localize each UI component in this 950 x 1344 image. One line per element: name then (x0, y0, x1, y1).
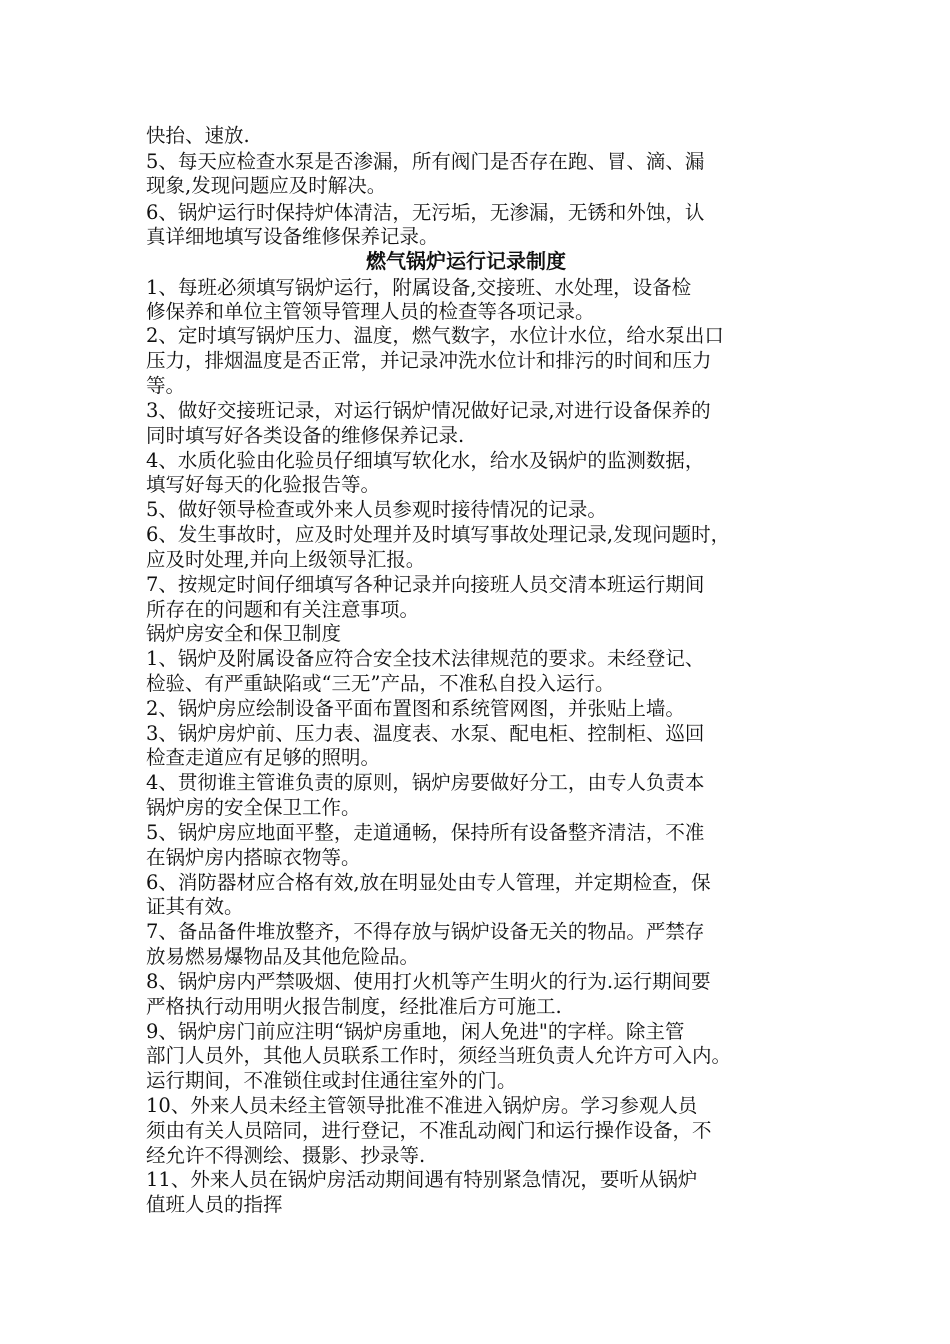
text-line: 8、锅炉房内严禁吸烟、使用打火机等产生明火的行为.运行期间要 (146, 970, 711, 993)
text-line: 5、做好领导检查或外来人员参观时接待情况的记录。 (146, 498, 607, 521)
section-title: 燃气锅炉运行记录制度 (366, 249, 566, 273)
text-line: 5、锅炉房应地面平整，走道通畅，保持所有设备整齐清洁，不准 (146, 821, 705, 844)
text-line: 放易燃易爆物品及其他危险品。 (146, 945, 420, 968)
text-line: 证其有效。 (146, 895, 244, 918)
text-line: 修保养和单位主管领导管理人员的检查等各项记录。 (146, 300, 595, 323)
text-line: 经允许不得测绘、摄影、抄录等. (146, 1144, 426, 1167)
text-line: 同时填写好各类设备的维修保养记录. (146, 424, 465, 447)
text-line: 5、每天应检查水泵是否渗漏，所有阀门是否存在跑、冒、滴、漏 (146, 150, 705, 173)
text-line: 快抬、速放. (146, 124, 250, 147)
text-line: 检验、有严重缺陷或“三无”产品，不准私自投入运行。 (146, 672, 615, 695)
text-line: 运行期间，不准锁住或封住通往室外的门。 (146, 1069, 517, 1092)
text-line: 10、外来人员未经主管领导批准不准进入锅炉房。学习参观人员 (146, 1094, 698, 1117)
text-line: 4、水质化验由化验员仔细填写软化水，给水及锅炉的监测数据， (146, 449, 705, 472)
section-heading: 锅炉房安全和保卫制度 (146, 622, 342, 645)
text-line: 6、消防器材应合格有效,放在明显处由专人管理，并定期检查，保 (146, 871, 711, 894)
text-line: 应及时处理,并向上级领导汇报。 (146, 548, 426, 571)
text-line: 1、每班必须填写锅炉运行，附属设备,交接班、水处理，设备检 (146, 276, 692, 299)
text-line: 现象,发现问题应及时解决。 (146, 174, 387, 197)
text-line: 3、锅炉房炉前、压力表、温度表、水泵、配电柜、控制柜、巡回 (146, 722, 705, 745)
text-line: 11、外来人员在锅炉房活动期间遇有特别紧急情况，要听从锅炉 (146, 1168, 698, 1191)
text-line: 7、按规定时间仔细填写各种记录并向接班人员交清本班运行期间 (146, 573, 705, 596)
text-line: 真详细地填写设备维修保养记录。 (146, 225, 439, 248)
text-line: 锅炉房的安全保卫工作。 (146, 796, 361, 819)
text-line: 所存在的问题和有关注意事项。 (146, 598, 420, 621)
text-line: 压力，排烟温度是否正常，并记录冲洗水位计和排污的时间和压力 (146, 349, 712, 372)
text-line: 6、发生事故时，应及时处理并及时填写事故处理记录,发现问题时， (146, 523, 731, 546)
text-line: 在锅炉房内搭晾衣物等。 (146, 846, 361, 869)
text-line: 7、备品备件堆放整齐，不得存放与锅炉设备无关的物品。严禁存 (146, 920, 705, 943)
text-line: 填写好每天的化验报告等。 (146, 473, 381, 496)
text-line: 检查走道应有足够的照明。 (146, 746, 381, 769)
text-line: 部门人员外，其他人员联系工作时，须经当班负责人允许方可入内。 (146, 1044, 732, 1067)
text-line: 须由有关人员陪同，进行登记，不准乱动阀门和运行操作设备，不 (146, 1119, 712, 1142)
text-line: 严格执行动用明火报告制度，经批准后方可施工. (146, 995, 562, 1018)
text-line: 值班人员的指挥 (146, 1193, 283, 1216)
text-line: 等。 (146, 374, 186, 397)
text-line: 2、定时填写锅炉压力、温度，燃气数字，水位计水位，给水泵出口 (146, 324, 724, 347)
text-line: 6、锅炉运行时保持炉体清洁，无污垢，无渗漏，无锈和外蚀，认 (146, 201, 705, 224)
text-line: 3、做好交接班记录，对运行锅炉情况做好记录,对进行设备保养的 (146, 399, 711, 422)
text-line: 1、锅炉及附属设备应符合安全技术法律规范的要求。未经登记、 (146, 647, 705, 670)
text-line: 9、锅炉房门前应注明“锅炉房重地，闲人免进"的字样。除主管 (146, 1020, 685, 1043)
text-line: 2、锅炉房应绘制设备平面布置图和系统管网图，并张贴上墙。 (146, 697, 685, 720)
text-line: 4、贯彻谁主管谁负责的原则，锅炉房要做好分工，由专人负责本 (146, 771, 705, 794)
